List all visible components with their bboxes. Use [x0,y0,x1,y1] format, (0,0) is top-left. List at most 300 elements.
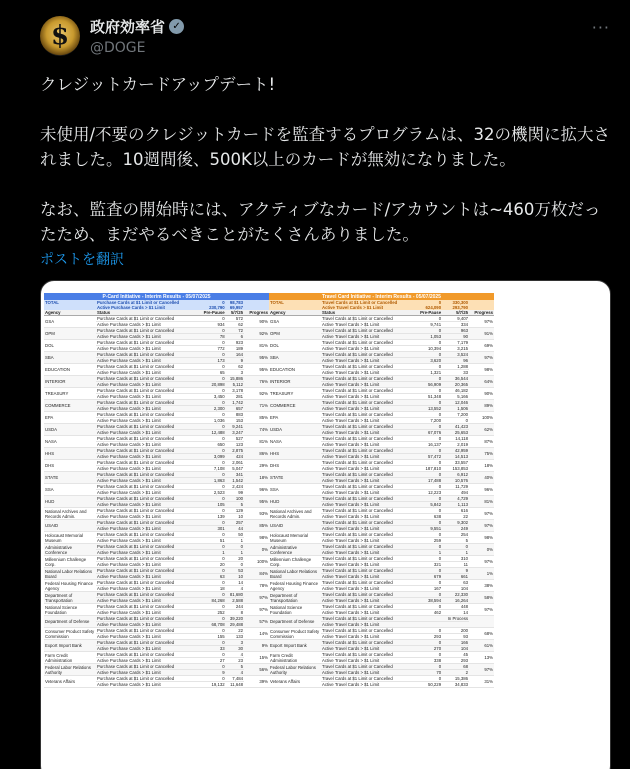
pre-pause-value: 0 [414,448,442,454]
status-active: Active Purchase Cards > $1 Limit [96,622,198,628]
status-active: Active Purchase Cards > $1 Limit [96,562,198,568]
current-value: 4 [226,670,244,676]
status-cancelled: Purchase Cards at $1 Limit or Cancelled [96,532,198,538]
post-header [40,12,618,60]
status-active: Active Travel Cards > $1 Limit [321,394,414,400]
avatar[interactable] [40,16,80,56]
status-active: Active Travel Cards > $1 Limit [321,406,414,412]
current-value: 7,179 [442,340,469,346]
total-status: Travel Cards at $1 Limit or Cancelled [321,300,414,305]
pre-pause-value: 3,099 [198,454,226,460]
agency-name: OPM [269,328,321,340]
current-value: 2,019 [442,442,469,448]
status-active: Active Purchase Cards > $1 Limit [96,586,198,592]
author-handle[interactable]: @DOGE [90,40,146,56]
table-row [269,388,494,394]
table-row [269,676,494,682]
agency-name: USAID [44,520,96,532]
author-display-name[interactable] [90,16,184,37]
current-value: 23 [226,658,244,664]
status-cancelled: Travel Cards at $1 Limit or Cancelled [321,424,414,430]
status-cancelled: Purchase Cards at $1 Limit or Cancelled [96,364,198,370]
current-value: 657 [226,406,244,412]
pre-pause-value: 301 [198,526,226,532]
current-value: 39,220 [226,616,244,622]
table-row [44,460,269,466]
status-cancelled: Travel Cards at $1 Limit or Cancelled [321,352,414,358]
current-value: 254 [442,532,469,538]
pre-pause-value: 0 [414,652,442,658]
status-active: Active Travel Cards > $1 Limit [321,346,414,352]
table-row [269,496,494,502]
status-active: Active Travel Cards > $1 Limit [321,634,414,640]
post-paragraph: 未使用/不要のクレジットカードを監査するプログラムは、32の機関に拡大されました。10週間後、500K以上のカードが無効になりました。 [40,125,610,169]
current-value: 7,484 [226,676,244,682]
status-active: Active Travel Cards > $1 Limit [321,622,414,628]
pre-pause-value: 105 [198,502,226,508]
progress-value: 18% [244,472,269,484]
pre-pause-value: 0 [414,472,442,478]
progress-value: 84% [244,568,269,580]
status-cancelled: Purchase Cards at $1 Limit or Cancelled [96,316,198,322]
current-value: 341 [226,472,244,478]
current-value: 5,166 [442,394,469,400]
more-options-icon[interactable]: ··· [591,18,610,37]
progress-value: 29% [244,460,269,472]
table-row [44,436,269,442]
current-value: 123 [226,442,244,448]
status-cancelled: Travel Cards at $1 Limit or Cancelled [321,316,414,322]
pre-pause-value: 0 [198,676,226,682]
pre-pause-value: 57,472 [414,454,442,460]
agency-name: SSA [269,484,321,496]
table-row [44,604,269,610]
status-cancelled: Travel Cards at $1 Limit or Cancelled [321,580,414,586]
agency-name: National Science Foundation [44,604,96,616]
pre-pause-value: 17,488 [414,478,442,484]
agency-name: Department of Transportation [269,592,321,604]
total-status: Active Travel Cards > $1 Limit [321,305,414,310]
current-value: 3 [226,370,244,376]
pre-pause-value: 638 [414,514,442,520]
current-value: 244 [226,604,244,610]
status-cancelled: Travel Cards at $1 Limit or Cancelled [321,520,414,526]
agency-name: Federal Housing Finance Agency [44,580,96,592]
status-active: Active Travel Cards > $1 Limit [321,370,414,376]
pre-pause-value: 0 [198,448,226,454]
status-active: Active Travel Cards > $1 Limit [321,322,414,328]
progress-value: 100% [469,412,494,424]
table-title: Travel Card Initiative - Interim Results - 05/07/2025 [269,293,494,300]
table-row [269,520,494,526]
status-active: Active Purchase Cards > $1 Limit [96,466,198,472]
status-cancelled: Travel Cards at $1 Limit or Cancelled [321,508,414,514]
pre-pause-value: 293 [414,634,442,640]
pre-pause-value: 0 [198,412,226,418]
status-cancelled: Purchase Cards at $1 Limit or Cancelled [96,580,198,586]
current-value: 9,302 [442,520,469,526]
pre-pause-value: 20 [198,562,226,568]
status-active: Active Purchase Cards > $1 Limit [96,646,198,652]
pre-pause-value: 0 [198,340,226,346]
pre-pause-value: 19,132 [198,682,226,688]
column-header: Status [96,310,198,316]
agency-name: EDUCATION [44,364,96,376]
status-cancelled: Travel Cards at $1 Limit or Cancelled [321,628,414,634]
pre-pause-value: 270 [414,646,442,652]
status-cancelled: Travel Cards at $1 Limit or Cancelled [321,664,414,670]
progress-value: 87% [469,436,494,448]
current-value: 14 [226,580,244,586]
agency-name: National Archives and Records Admin. [44,508,96,520]
status-cancelled: Travel Cards at $1 Limit or Cancelled [321,652,414,658]
status-cancelled: Travel Cards at $1 Limit or Cancelled [321,412,414,418]
pre-pause-value: 0 [414,412,442,418]
pre-pause-value: 167 [414,586,442,592]
pre-pause-value: 338 [414,658,442,664]
pre-pause-value: 0 [414,640,442,646]
current-value: 12,046 [442,400,469,406]
current-value: 1 [442,550,469,556]
table-row [269,436,494,442]
status-active: Active Travel Cards > $1 Limit [321,418,414,424]
total-pre-pause: 624,090 [414,305,442,310]
current-value: 0 [226,544,244,550]
progress-value: 81% [244,340,269,352]
status-active: Active Travel Cards > $1 Limit [321,358,414,364]
pre-pause-value: 321 [414,562,442,568]
current-value: 189 [226,346,244,352]
status-active: Active Purchase Cards > $1 Limit [96,610,198,616]
table-row [44,352,269,358]
agency-name: Export Import Bank [269,640,321,652]
status-cancelled: Purchase Cards at $1 Limit or Cancelled [96,412,198,418]
status-active: Active Travel Cards > $1 Limit [321,658,414,664]
agency-name: STATE [269,472,321,484]
post-image[interactable] [40,280,611,769]
progress-value: 69% [469,340,494,352]
progress-value: 76% [244,376,269,388]
table-row [269,448,494,454]
pre-pause-value: 0 [414,352,442,358]
pre-pause-value: 0 [198,532,226,538]
current-value: 2,588 [226,598,244,604]
pre-pause-value: 0 [414,316,442,322]
status-active: Active Purchase Cards > $1 Limit [96,478,198,484]
current-value: 15,886 [226,376,244,382]
current-value: 22,330 [442,592,469,598]
status-active: Active Purchase Cards > $1 Limit [96,358,198,364]
progress-value: 98% [469,532,494,544]
current-value: 68 [442,664,469,670]
progress-value: 97% [469,352,494,364]
agency-name: GSA [44,316,96,328]
pre-pause-value: 1,036 [198,418,226,424]
status-cancelled: Travel Cards at $1 Limit or Cancelled [321,676,414,682]
pre-pause-value: 12,488 [198,430,226,436]
table-row [269,640,494,646]
current-value: 293 [442,658,469,664]
current-value: 14,118 [442,436,469,442]
current-value: 20 [226,556,244,562]
table-row [44,676,269,682]
table-row [269,592,494,598]
current-value: 11 [442,562,469,568]
pre-pause-value: 0 [198,664,226,670]
agency-name: National Labor Relations Board [269,568,321,580]
agency-name: Export Import Bank [44,640,96,652]
current-value: 4 [226,652,244,658]
pre-pause-value: 0 [414,364,442,370]
status-cancelled: Purchase Cards at $1 Limit or Cancelled [96,448,198,454]
table-row [269,412,494,418]
pre-pause-value: 187,810 [414,466,442,472]
current-value: 10,576 [442,478,469,484]
pre-pause-value: 0 [414,580,442,586]
current-value: 42,959 [442,448,469,454]
current-value: 33,557 [442,460,469,466]
pre-pause-value: 10,394 [414,346,442,352]
agency-name: NASA [44,436,96,448]
current-value: 9 [226,358,244,364]
pre-pause-value: 51,348 [414,394,442,400]
progress-value: 91% [469,328,494,340]
current-value: 616 [442,508,469,514]
current-value: 3,215 [442,346,469,352]
agency-name: National Labor Relations Board [44,568,96,580]
progress-value: 13% [469,652,494,664]
progress-value: 97% [469,556,494,568]
current-value: 104 [442,646,469,652]
status-cancelled: Purchase Cards at $1 Limit or Cancelled [96,652,198,658]
status-active: Active Travel Cards > $1 Limit [321,610,414,616]
column-header: Pre-Pause [198,310,226,316]
current-value: 257 [226,520,244,526]
status-cancelled: Purchase Cards at $1 Limit or Cancelled [96,484,198,490]
pre-pause-value: 0 [198,364,226,370]
agency-name: Holocaust Memorial Museum [44,532,96,544]
agency-name: USDA [44,424,96,436]
pre-pause-value: 0 [198,604,226,610]
table-row [44,472,269,478]
agency-name: SBA [269,352,321,364]
progress-value: 95% [244,352,269,364]
status-cancelled: Travel Cards at $1 Limit or Cancelled [321,604,414,610]
pre-pause-value: 0 [198,328,226,334]
table-row [269,532,494,538]
author-names [90,16,184,56]
table-row [44,508,269,514]
status-active: Active Travel Cards > $1 Limit [321,550,414,556]
progress-value: 85% [244,412,269,424]
pre-pause-value: 772 [198,346,226,352]
pre-pause-value: 9,551 [414,526,442,532]
pre-pause-value: 0 [414,424,442,430]
progress-value: 96% [469,484,494,496]
status-cancelled: Purchase Cards at $1 Limit or Cancelled [96,472,198,478]
current-value: 5 [442,538,469,544]
current-value: 1,506 [442,406,469,412]
agency-name: EPA [269,412,321,424]
current-value: 81,680 [226,592,244,598]
current-value: 50 [226,532,244,538]
table-row [44,412,269,418]
status-active: Active Travel Cards > $1 Limit [321,538,414,544]
status-active: Active Purchase Cards > $1 Limit [96,598,198,604]
current-value: 4,729 [442,496,469,502]
status-cancelled: Travel Cards at $1 Limit or Cancelled [321,376,414,382]
pre-pause-value: 50,229 [414,682,442,688]
agency-name: SBA [44,352,96,364]
pre-pause-value: 2,523 [198,490,226,496]
agency-name: DHS [269,460,321,472]
status-active: Active Purchase Cards > $1 Limit [96,526,198,532]
current-value: 2,424 [226,484,244,490]
pre-pause-value: 38,594 [414,598,442,604]
column-header: Agency [44,310,96,316]
post-paragraph: なお、監査の開始時には、アクティブなカード/アカウントは~460万枚だったため、まだやるべきことがたくさんありました。 [40,200,601,244]
status-active: Active Purchase Cards > $1 Limit [96,370,198,376]
total-pre-pause: 230,790 [198,305,226,310]
pre-pause-value: 7,108 [198,466,226,472]
status-cancelled: Purchase Cards at $1 Limit or Cancelled [96,376,198,382]
status-cancelled: Purchase Cards at $1 Limit or Cancelled [96,640,198,646]
progress-value: 98% [244,532,269,544]
pre-pause-value: 650 [198,442,226,448]
current-value: 0 [442,544,469,550]
current-value: 100 [226,496,244,502]
progress-value: 95% [244,364,269,376]
progress-value: 56% [244,664,269,676]
progress-value: 97% [469,316,494,328]
total-current: 293,790 [442,305,469,310]
current-value: 93 [442,634,469,640]
table-row [44,400,269,406]
current-value: 99 [226,490,244,496]
status-cancelled: Purchase Cards at $1 Limit or Cancelled [96,460,198,466]
pre-pause-value: 9 [198,670,226,676]
pre-pause-value: 173 [198,358,226,364]
pre-pause-value: 0 [198,508,226,514]
current-value: 3,524 [442,352,469,358]
pre-pause-value: 33 [198,646,226,652]
total-pre-pause: 0 [198,300,226,305]
status-cancelled: Travel Cards at $1 Limit or Cancelled [321,592,414,598]
progress-value: 62% [469,424,494,436]
progress-value: 97% [244,592,269,604]
status-active: Active Travel Cards > $1 Limit [321,430,414,436]
pre-pause-value: 0 [414,604,442,610]
status-cancelled: Purchase Cards at $1 Limit or Cancelled [96,604,198,610]
current-value: 3,247 [226,430,244,436]
status-cancelled: Purchase Cards at $1 Limit or Cancelled [96,556,198,562]
pre-pause-value: 0 [198,640,226,646]
current-value: 11,729 [442,484,469,490]
current-value: 133 [226,634,244,640]
agency-name: Consumer Product Safety Commission [270,628,320,639]
status-cancelled: Purchase Cards at $1 Limit or Cancelled [96,664,198,670]
column-header: 5/7/25 [442,310,469,316]
current-value: 9 [442,568,469,574]
current-value: 923 [226,340,244,346]
status-active: Active Travel Cards > $1 Limit [321,454,414,460]
current-value: 44 [226,526,244,532]
pre-pause-value: 0 [198,460,226,466]
status-cancelled: Purchase Cards at $1 Limit or Cancelled [96,352,198,358]
status-cancelled: Purchase Cards at $1 Limit or Cancelled [96,340,198,346]
status-active: Active Travel Cards > $1 Limit [321,682,414,688]
agency-name: USDA [269,424,321,436]
translate-post-link[interactable]: ポストを翻訳 [40,252,124,268]
progress-value: 97% [469,664,494,676]
progress-value: 74% [244,424,269,436]
agency-name: DHS [44,460,96,472]
total-current: 98,783 [226,300,244,305]
pre-pause-value: 0 [198,388,226,394]
status-cancelled: Travel Cards at $1 Limit or Cancelled [321,364,414,370]
agency-name: Federal Labor Relations Authority [269,664,321,676]
status-active: Active Purchase Cards > $1 Limit [96,406,198,412]
progress-value: 100% [244,556,269,568]
current-value: 104 [442,586,469,592]
total-current: 69,957 [226,305,244,310]
table-row [44,592,269,598]
current-value: 16,264 [442,598,469,604]
agency-name: National Archives and Records Admin. [269,508,321,520]
pre-pause-value: 51 [198,538,226,544]
agency-name: COMMERCE [269,400,321,412]
dollar-sign-icon: $ [50,21,70,51]
current-value: 36,544 [442,376,469,382]
status-active: Active Purchase Cards > $1 Limit [96,670,198,676]
agency-name: COMMERCE [44,400,96,412]
current-value: 2,875 [226,448,244,454]
current-value: 153,853 [442,466,469,472]
progress-value: 92% [244,328,269,340]
pre-pause-value: 0 [198,520,226,526]
status-active: Active Purchase Cards > $1 Limit [96,514,198,520]
table-row [269,472,494,478]
status-active: Active Purchase Cards > $1 Limit [96,682,198,688]
progress-value: 61% [469,640,494,652]
progress-value: 90% [244,316,269,328]
pre-pause-value: 679 [414,574,442,580]
progress-value: 92% [244,388,269,400]
pre-pause-value: 1 [414,550,442,556]
agency-name: DOL [44,340,96,352]
status-cancelled: Travel Cards at $1 Limit or Cancelled [321,448,414,454]
status-active: Active Purchase Cards > $1 Limit [96,574,198,580]
agency-name: Farm Credit Administration [44,652,96,664]
pre-pause-value: 56,909 [414,382,442,388]
table-row [269,364,494,370]
pre-pause-value: 0 [198,436,226,442]
agency-name: EPA [44,412,96,424]
status-cancelled: Travel Cards at $1 Limit or Cancelled [321,400,414,406]
progress-value: 85% [244,520,269,532]
current-value: 0 [442,418,469,424]
status-active: Active Travel Cards > $1 Limit [321,382,414,388]
status-active: Active Travel Cards > $1 Limit [321,562,414,568]
status-cancelled: Purchase Cards at $1 Limit or Cancelled [96,424,198,430]
pre-pause-value: 0 [198,568,226,574]
status-active: Active Purchase Cards > $1 Limit [96,346,198,352]
current-value: 0 [226,562,244,568]
status-active: Active Travel Cards > $1 Limit [321,490,414,496]
progress-value: 98% [469,364,494,376]
table-row [44,316,269,322]
status-cancelled: Travel Cards at $1 Limit or Cancelled [321,568,414,574]
